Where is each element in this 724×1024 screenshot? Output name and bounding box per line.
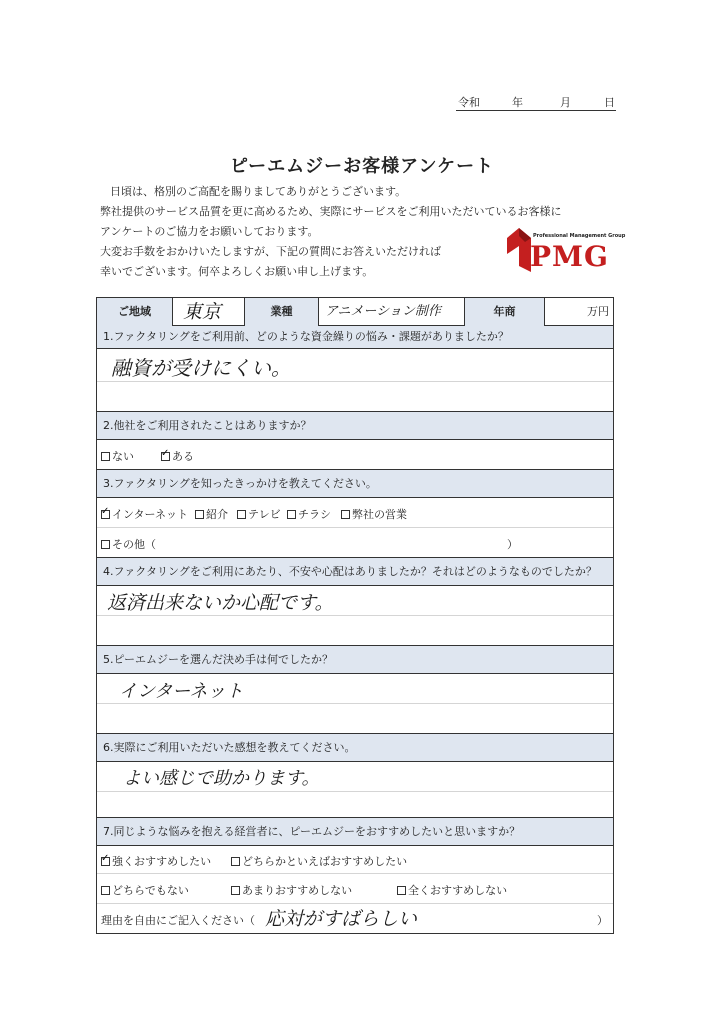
region-field[interactable] xyxy=(173,298,245,326)
answer-2-row xyxy=(97,440,613,470)
checkbox xyxy=(101,886,110,895)
option-referral[interactable] xyxy=(195,506,228,522)
revenue-field[interactable] xyxy=(545,298,613,326)
option-label: ない xyxy=(112,450,134,463)
option-somewhat-recommend[interactable] xyxy=(231,853,407,869)
option-label: ある xyxy=(172,450,194,463)
option-label: その他（ xyxy=(112,538,156,551)
question-4: 4.ファクタリングをご利用にあたり、不安や心配はありましたか？それはどのようなものでしたか？ xyxy=(97,558,613,586)
option-label: 強くおすすめしたい xyxy=(112,855,212,868)
question-6: 6.実際にご利用いただいた感想を教えてください。 xyxy=(97,734,613,762)
answer-1-line[interactable] xyxy=(97,382,613,412)
region-value: 東京 xyxy=(183,301,222,323)
reason-answer[interactable]: 応対がすばらしい xyxy=(265,908,418,930)
date-month: 月 xyxy=(560,96,571,109)
question-5: 5.ピーエムジーを選んだ決め手は何でしたか？ xyxy=(97,646,613,674)
answer-5-line[interactable] xyxy=(97,704,613,734)
reason-row xyxy=(97,904,613,933)
option-label: 紹介 xyxy=(206,508,228,521)
date-era: 令和 xyxy=(458,96,480,109)
option-sales[interactable] xyxy=(341,506,407,522)
checkbox xyxy=(231,857,240,866)
answer-7-row-1 xyxy=(97,846,613,874)
revenue-unit: 万円 xyxy=(587,305,609,318)
question-7: 7.同じような悩みを抱える経営者に、ピーエムジーをおすすめしたいと思いますか？ xyxy=(97,818,613,846)
option-label: 全くおすすめしない xyxy=(408,884,508,897)
intro-line: 幸いでございます。何卒よろしくお願い申し上げます。 xyxy=(100,265,374,278)
option-label: テレビ xyxy=(248,508,281,521)
page-title: ピーエムジーお客様アンケート xyxy=(229,156,495,177)
logo-text: PMG xyxy=(530,240,609,273)
answer-7-row-2 xyxy=(97,874,613,904)
question-3: 3.ファクタリングを知ったきっかけを教えてください。 xyxy=(97,470,613,498)
option-internet[interactable] xyxy=(101,506,188,522)
answer-3-row xyxy=(97,498,613,528)
option-flyer[interactable] xyxy=(287,506,331,522)
answer-5-field[interactable] xyxy=(97,674,613,704)
answer-5: インターネット xyxy=(119,681,244,702)
revenue-label: 年商 xyxy=(465,298,545,326)
answer-6: よい感じで助かります。 xyxy=(123,768,320,789)
question-2: 2.他社をご利用されたことはありますか？ xyxy=(97,412,613,440)
intro-line: 大変お手数をおかけいたしますが、下記の質問にお答えいただければ xyxy=(100,245,441,258)
checkbox xyxy=(397,886,406,895)
checkbox xyxy=(287,510,296,519)
answer-4-field[interactable] xyxy=(97,586,613,616)
date-year: 年 xyxy=(512,96,523,109)
intro-line: 弊社提供のサービス品質を更に高めるため、実際にサービスをご利用いただいているお客様に xyxy=(100,205,562,218)
checkbox-checked xyxy=(101,857,110,866)
answer-4-line[interactable] xyxy=(97,616,613,646)
option-label: 弊社の営業 xyxy=(352,508,407,521)
industry-label: 業種 xyxy=(245,298,319,326)
answer-6-field[interactable] xyxy=(97,762,613,792)
logo-tagline: Professional Management Group xyxy=(533,233,626,239)
checkbox xyxy=(231,886,240,895)
option-strongly-recommend[interactable] xyxy=(101,853,211,869)
option-neutral[interactable] xyxy=(101,882,189,898)
answer-4: 返済出来ないか心配です。 xyxy=(107,592,334,614)
checkbox xyxy=(101,540,110,549)
answer-6-line[interactable] xyxy=(97,792,613,818)
option-label: チラシ xyxy=(298,508,331,521)
checkbox xyxy=(101,452,110,461)
option-not-at-all[interactable] xyxy=(397,882,507,898)
region-label: ご地域 xyxy=(97,298,173,326)
answer-3-other-row xyxy=(97,528,613,558)
option-other[interactable] xyxy=(101,536,156,552)
option-label: どちらかといえばおすすめしたい xyxy=(242,855,408,868)
option-label: インターネット xyxy=(112,508,189,521)
intro-line: アンケートのご協力をお願いしております。 xyxy=(100,225,319,238)
option-label: あまりおすすめしない xyxy=(242,884,353,897)
checkbox xyxy=(341,510,350,519)
reason-close-paren: ） xyxy=(597,914,608,927)
option-yes[interactable] xyxy=(161,448,194,464)
answer-1-field[interactable] xyxy=(97,349,613,382)
option-label: どちらでもない xyxy=(112,884,189,897)
intro-line: 日頃は、格別のご高配を賜りましてありがとうございます。 xyxy=(110,185,407,198)
info-row xyxy=(97,298,613,326)
checkbox xyxy=(237,510,246,519)
question-1: 1.ファクタリングをご利用前、どのような資金繰りの悩み・課題がありましたか？ xyxy=(97,326,613,349)
checkbox xyxy=(195,510,204,519)
date-line xyxy=(456,94,616,111)
checkbox-checked xyxy=(161,452,170,461)
survey-form xyxy=(96,297,614,934)
industry-field[interactable] xyxy=(319,298,465,326)
date-day: 日 xyxy=(604,96,615,109)
answer-1: 融資が受けにくい。 xyxy=(111,356,291,380)
other-close-paren: ） xyxy=(507,538,518,551)
industry-value: アニメーション制作 xyxy=(325,304,441,319)
checkbox-checked xyxy=(101,510,110,519)
option-not-really[interactable] xyxy=(231,882,352,898)
option-no[interactable] xyxy=(101,448,134,464)
reason-label: 理由を自由にご記入ください（ xyxy=(101,914,255,927)
option-tv[interactable] xyxy=(237,506,281,522)
